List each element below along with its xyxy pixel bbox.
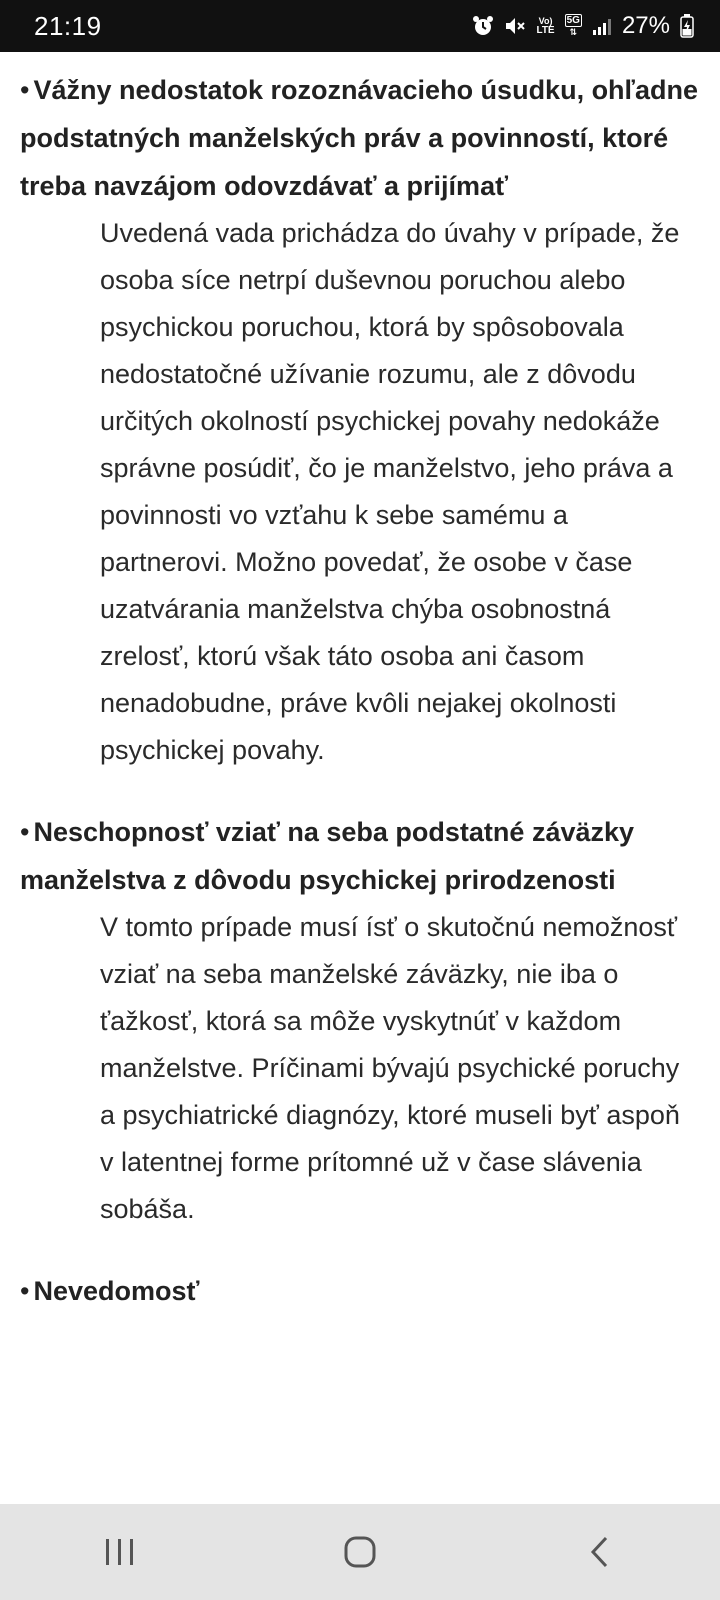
alarm-icon xyxy=(472,15,494,37)
battery-icon xyxy=(680,14,694,38)
battery-percent: 27% xyxy=(621,12,670,39)
home-button[interactable] xyxy=(300,1504,420,1600)
section-ignorance xyxy=(0,1233,720,1315)
volte-top-label: Vo) xyxy=(538,16,553,26)
navigation-bar xyxy=(0,1504,720,1600)
status-bar xyxy=(0,0,720,52)
heading-text: Vážny nedostatok rozoznávacieho úsudku, ohľadne podstatných manželských práv a povinností, ktoré treba navzájom odovzdávať a prijímať xyxy=(20,75,698,201)
status-time: 21:19 xyxy=(34,11,102,41)
recents-button[interactable] xyxy=(60,1504,180,1600)
heading-text: Nevedomosť xyxy=(33,1276,200,1306)
section-heading xyxy=(20,1267,700,1315)
section-heading xyxy=(20,808,700,904)
bullet-marker: • xyxy=(20,817,30,847)
section-body: V tomto prípade musí ísť o skutočnú nemožnosť vziať na seba manželské záväzky, nie iba o ťažkosť, ktorá sa môže vyskytnúť v každom manželstve. Príčinami bývajú psychické poruchy a psychiatrické diagnózy, ktoré museli byť aspoň v latentnej forme prítomné už v čase slávenia sobáša. xyxy=(100,912,680,1224)
volte-bottom-label: LTE xyxy=(536,25,555,36)
status-icons xyxy=(472,0,694,52)
section-body: Uvedená vada prichádza do úvahy v prípade, že osoba síce netrpí duševnou poruchou alebo psychickou poruchou, ktorá by spôsobovala nedostatočné užívanie rozumu, ale z dôvodu určitých okolností psychickej povahy nedokáže správne posúdiť, čo je manželstvo, jeho práva a povinnosti vo vzťahu k sebe samému a partnerovi. Možno povedať, že osobe v čase uzatvárania manželstva chýba osobnostná zrelosť, ktorú však táto osoba ani časom nenadobudne, práve kvôli nejakej okolnosti psychickej povahy. xyxy=(100,218,680,765)
bullet-marker: • xyxy=(20,1276,30,1306)
signal-icon xyxy=(592,16,612,36)
section-mental-capacity xyxy=(0,52,720,774)
section-heading xyxy=(20,66,700,210)
net-type-label: 5G xyxy=(566,15,580,26)
section-incapacity xyxy=(0,774,720,1233)
heading-text: Neschopnosť vziať na seba podstatné záväzky manželstva z dôvodu psychickej prirodzenosti xyxy=(20,817,635,895)
recents-icon xyxy=(103,1537,137,1567)
mute-icon xyxy=(504,15,526,37)
home-icon xyxy=(343,1535,377,1569)
back-icon xyxy=(588,1535,612,1569)
net-type-indicator: 5G ⇅ xyxy=(566,15,580,37)
volte-indicator xyxy=(536,16,554,36)
article-content[interactable] xyxy=(0,52,720,1502)
bullet-marker: • xyxy=(20,75,30,105)
back-button[interactable] xyxy=(540,1504,660,1600)
